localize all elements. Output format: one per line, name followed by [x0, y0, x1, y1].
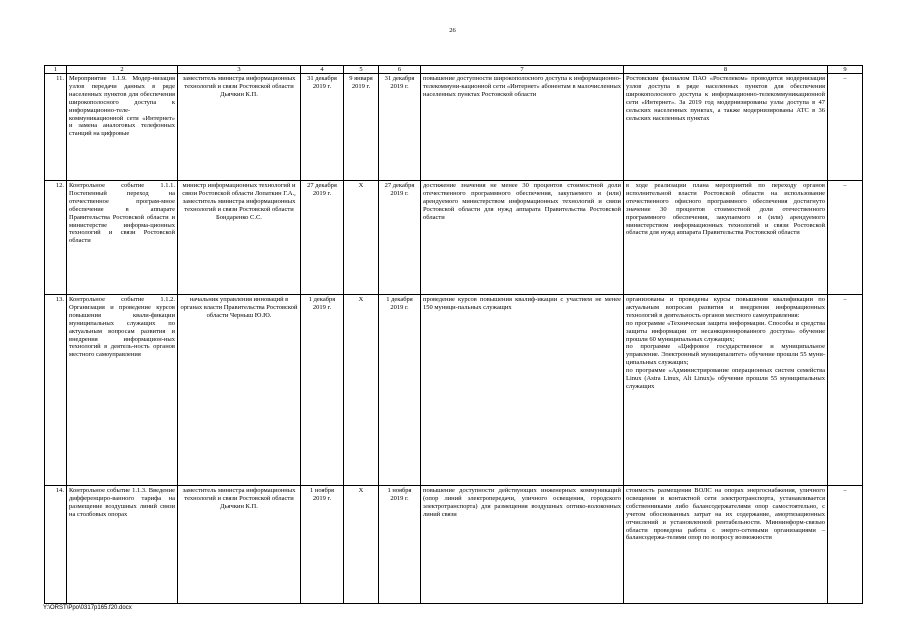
responsible-person: заместитель министра информационных технологий и связи Ростовской области Дьячкин К.П.: [178, 74, 301, 181]
expected-result: достижение значения не менее 30 процентов стоимостной доли отечественного программного обеспечения, закупаемого и (или) арендуемого министерством информационных технологий и связи Ростовской области для нужд аппарата Правительства Ростовской области: [421, 181, 624, 295]
actual-result: Ростовским филиалом ПАО «Ростелеком» проводится модернизация узлов доступа в ряде населенных пунктов для обеспечения широкополосного доступа к информационно-телекоммуникационной сети «Интернет». За 2019 год модернизированы узлы доступа в 47 сельских населенных пунктах, а также модернизированы АТС в 36 сельских населенных пунктах: [624, 74, 828, 181]
start-date: Х: [344, 295, 379, 486]
event-name: Контрольное событие 1.1.2. Организация и проведение курсов повышения квали-фикации муниципальных служащих по актуальным вопросам развития и внедрения информацион-ных технологий в деятель-ность органов местного самоуправления: [67, 295, 178, 486]
note: –: [828, 74, 863, 181]
end-date: 31 декабря 2019 г.: [379, 74, 421, 181]
table-row: [45, 74, 863, 181]
responsible-person: министр информационных технологий и связи Ростовской области Лопаткин Г.А., заместитель министра информационных технологий и связи Ростовской области Бондаренко С.С.: [178, 181, 301, 295]
start-date: Х: [344, 486, 379, 604]
table-row: [45, 295, 863, 486]
responsible-person: заместитель министра информационных технологий и связи Ростовской области Дьячкин К.П.: [178, 486, 301, 604]
expected-result: проведение курсов повышения квалиф-икации с участием не менее 150 муници-пальных служащих: [421, 295, 624, 486]
responsible-person: начальник управления инноваций в органах власти Правительства Ростовской области Черныш Ю.Ю.: [178, 295, 301, 486]
actual-result: в ходе реализации плана мероприятий по переходу органов исполнительной власти Ростовской области на использование отечественного офисного программного обеспечения достигнуто значение 30 процентов стоимостной доли отечественного программного обеспечения, закупаемого и (или) арендуемого министерством информационных технологий и связи Ростовской области для нужд аппарата Правительства Ростовской области: [624, 181, 828, 295]
table-row: [45, 181, 863, 295]
plan-date: 31 декабря 2019 г.: [301, 74, 344, 181]
row-number: 13.: [45, 295, 67, 486]
start-date: 9 января 2019 г.: [344, 74, 379, 181]
header-cell: 6: [379, 66, 421, 74]
row-number: 12.: [45, 181, 67, 295]
header-cell: 7: [421, 66, 624, 74]
event-name: Контрольное событие 1.1.3. Введение дифференциро-ванного тарифа на размещение воздушных линий связи на столбовых опорах: [67, 486, 178, 604]
actual-result: организованы и проведены курсы повышения квалификации по актуальным вопросам развития и внедрения информационных технологий в деятельность органов местного самоуправления: по программе «Техническая защита информации. Способы и средства защиты информации от несанкционированного доступа» обучение прошли 60 муниципальных служащих; по программе «Цифровое государственное и муниципальное управление. Электронный муниципалитет» обучение прошли 55 муни-ципальных служащих; по программе «Администрирование операционных систем семейства Linux (Astra Linux, Alt Linux)» обучение прошли 55 муниципальных служащих: [624, 295, 828, 486]
report-table: [44, 65, 863, 604]
header-cell: 9: [828, 66, 863, 74]
header-cell: 2: [67, 66, 178, 74]
actual-result: стоимость размещения ВОЛС на опорах энергоснабжения, уличного освещения и контактной сети электротранспорта, устанавливается собственниками либо балансодержателями опор самостоятельно, с учетом обоснованных затрат на их содержание, амортизационных отчислений и установленной рентабельности. Миннинформ-связью области проведена работа с энерго-сетевыми организациями – балансодержа-телями опор по вопросу возможности: [624, 486, 828, 604]
header-cell: 8: [624, 66, 828, 74]
row-number: 11.: [45, 74, 67, 181]
note: –: [828, 486, 863, 604]
event-name: Контрольное событие 1.1.1. Постепенный переход на отечественное програм-мное обеспечение в аппарате Правительства Ростовской области и министерстве информа-ционных технологий и связи Ростовской области: [67, 181, 178, 295]
header-cell: 4: [301, 66, 344, 74]
end-date: 27 декабря 2019 г.: [379, 181, 421, 295]
header-cell: 5: [344, 66, 379, 74]
table-row: [45, 486, 863, 604]
plan-date: 1 декабря 2019 г.: [301, 295, 344, 486]
note: –: [828, 181, 863, 295]
end-date: 1 ноября 2019 г.: [379, 486, 421, 604]
event-name: Мероприятие 1.1.9. Модер-низация узлов передачи данных в ряде населенных пунктов для обеспечения широкополосного доступа к информационно-теле-коммуникационной сети «Интернет» и замена аналоговых телефонных станций на цифровые: [67, 74, 178, 181]
start-date: Х: [344, 181, 379, 295]
footer-file-path: Y:\ORST\Ppo\0317p165.f20.docx: [43, 605, 132, 611]
header-cell: 3: [178, 66, 301, 74]
page-number: 26: [449, 27, 456, 34]
end-date: 1 декабря 2019 г.: [379, 295, 421, 486]
note: –: [828, 295, 863, 486]
plan-date: 1 ноября 2019 г.: [301, 486, 344, 604]
header-cell: 1: [45, 66, 67, 74]
header-row: [45, 66, 863, 74]
expected-result: повышение доступности широкополосного доступа к информационно-телекоммуни-кационной сети «Интернет» абонентам в малочисленных населенных пунктах Ростовской области: [421, 74, 624, 181]
plan-date: 27 декабря 2019 г.: [301, 181, 344, 295]
expected-result: повышение доступности действующих инженерных коммуникаций (опор линий электропередачи, уличного освещения, городского электротранспорта) для размещения воздушных оптико-волоконных линий связи: [421, 486, 624, 604]
row-number: 14.: [45, 486, 67, 604]
